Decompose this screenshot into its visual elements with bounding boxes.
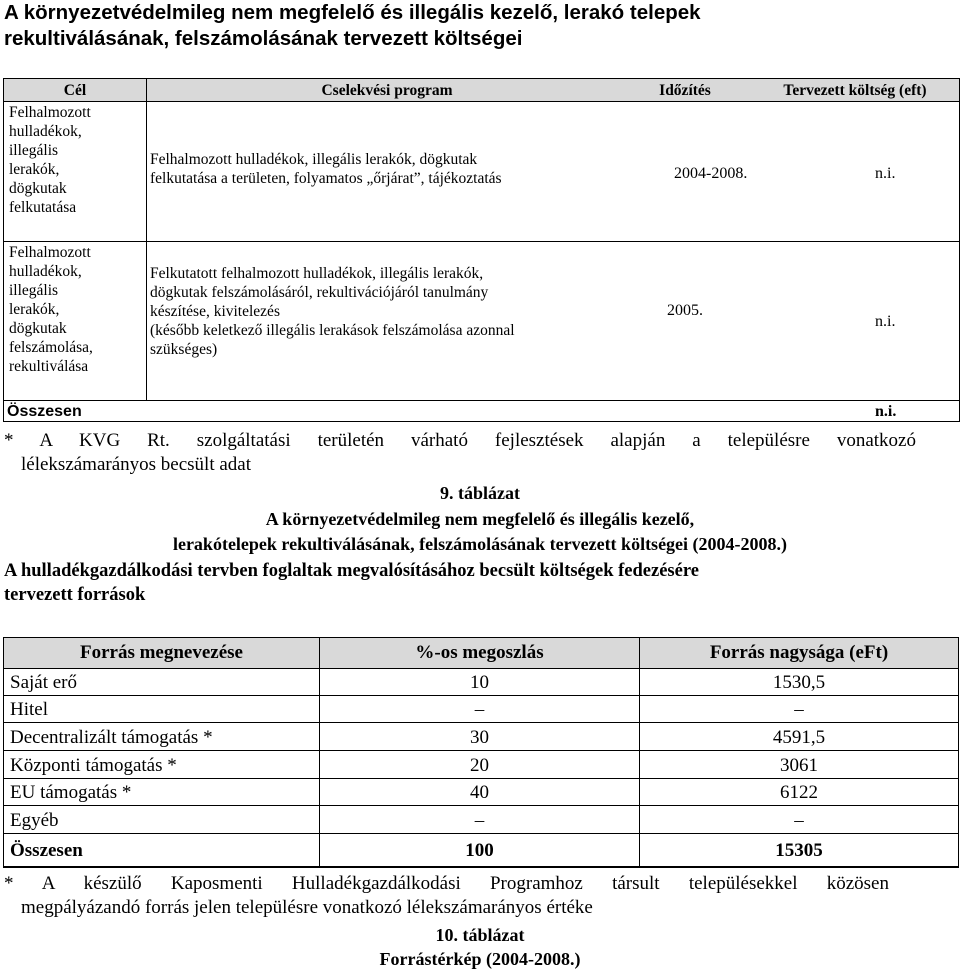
caption-table-9 xyxy=(0,482,960,555)
row1-program: Felhalmozott hulladékok, illegális lerakók, dögkutak felkutatása a területen, folyamatos „őrjárat”, tájékoztatás xyxy=(150,151,502,187)
page-heading xyxy=(4,0,954,52)
header-cost: Tervezett költség (eft) xyxy=(783,82,927,99)
caption-table-9-line1: A környezetvédelmileg nem megfelelő és illegális kezelő, xyxy=(265,509,695,529)
row1-goal: Felhalmozott hulladékok, illegális lerakók, dögkutak felkutatása xyxy=(9,104,91,216)
sources-header-share: %-os megoszlás xyxy=(415,642,544,663)
header-timing: Időzítés xyxy=(659,82,711,99)
page-heading-line2: rekultiválásának, felszámolásának tervezett költségei xyxy=(4,27,523,50)
row1-cost: n.i. xyxy=(875,165,896,182)
header-goal: Cél xyxy=(63,82,87,99)
table1-total-value: n.i. xyxy=(875,403,897,420)
table1-total-label: Összesen xyxy=(7,403,82,420)
caption-table-10 xyxy=(0,924,960,970)
sources-header-name: Forrás megnevezése xyxy=(79,642,243,663)
caption-table-10-number: 10. táblázat xyxy=(435,925,525,945)
page-heading-line1: A környezetvédelmileg nem megfelelő és illegális kezelő, lerakó telepek xyxy=(4,1,701,24)
row2-program: Felkutatott felhalmozott hulladékok, illegális lerakók, dögkutak felszámolásáról, rekultivációjáról tanulmány készítése, kivitelezés (később keletkező illegális lerakások felszámolása azonnal szükséges) xyxy=(150,265,515,358)
row1-timing: 2004-2008. xyxy=(674,165,748,182)
row2-goal: Felhalmozott hulladékok, illegális lerakók, dögkutak felszámolása, rekultiválása xyxy=(9,244,93,375)
section-title: A hulladékgazdálkodási tervben foglaltak megvalósításához becsült költségek fedezésére tervezett források xyxy=(4,561,699,605)
caption-table-9-number: 9. táblázat xyxy=(440,483,520,503)
header-program: Cselekvési program xyxy=(321,82,453,99)
caption-table-10-title: Forrástérkép (2004-2008.) xyxy=(379,949,581,969)
sources-header-amount: Forrás nagysága (eFt) xyxy=(709,642,889,663)
row2-cost: n.i. xyxy=(875,313,896,330)
row2-timing: 2005. xyxy=(667,302,703,319)
table1-footnote: * A KVG Rt. szolgáltatási területén várható fejlesztések alapján a településre vonatkozó lélekszámarányos becsült adat xyxy=(4,430,916,475)
caption-table-9-line2: lerakótelepek rekultiválásának, felszámolásának tervezett költségei (2004-2008.) xyxy=(172,534,788,554)
table2-footnote: * A készülő Kaposmenti Hulladékgazdálkodási Programhoz társult településekkel közösen megpályázandó forrás jelen településre vonatkozó lélekszámarányos értéke xyxy=(4,873,889,918)
